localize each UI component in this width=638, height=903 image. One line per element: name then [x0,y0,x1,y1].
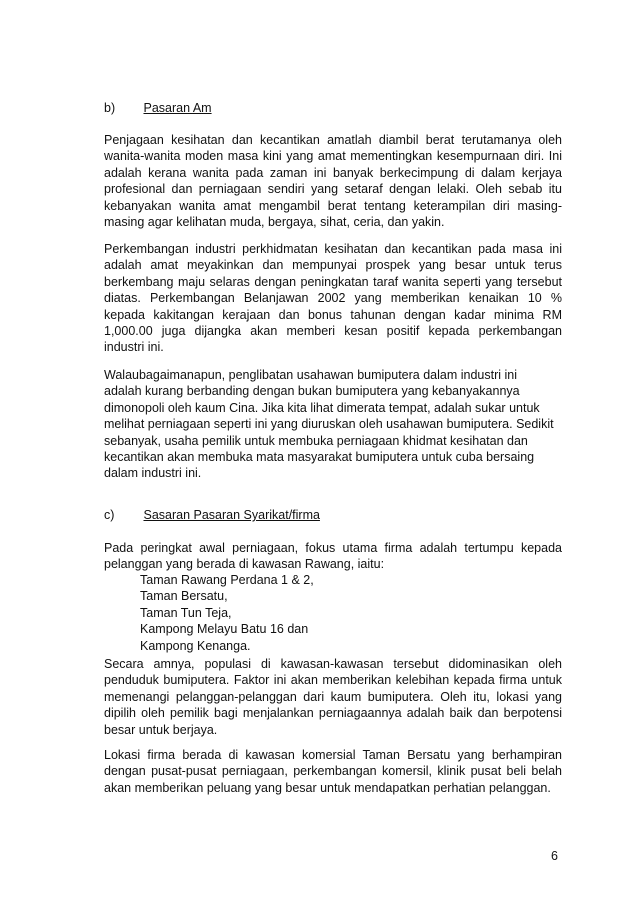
text-line: penduduk bumiputera. Faktor ini akan memberikan kelebihan kepada firma untuk [104,673,562,688]
text-line: akan memberikan peluang yang besar untuk mendapatkan perhatian pelanggan. [104,780,551,795]
paragraph-sasaran-intro [104,540,562,573]
text-line: adalah amat meyakinkan dan mempunyai prospek yang besar untuk terus [104,258,562,273]
text-line: profesional dan perniagaan sendiri yang setaraf dengan lelaki. Oleh sebab itu [104,182,562,197]
text-line: Pada peringkat awal perniagaan, fokus utama firma adalah tertumpu kepada [104,541,562,555]
text-line: melihat perniagaan seperti ini yang diuruskan oleh usahawan bumiputera. Sedikit [104,417,554,432]
section-c-number: c) [104,508,115,522]
text-line: adalah kurang berbanding dengan bukan bumiputera yang kebanyakannya [104,384,520,399]
page-number: 6 [551,849,558,863]
text-line: adalah kerana wanita pada zaman ini banyak berkecimpung di dalam kerjaya [104,165,562,180]
text-line: Walaubagaimanapun, penglibatan usahawan bumiputera dalam industri ini [104,368,518,382]
text-line: dimonopoli oleh kaum Cina. Jika kita lihat dimerata tempat, adalah sukar untuk [104,400,540,415]
text-line: wanita-wanita moden masa kini yang amat mementingkan kesempurnaan diri. Ini [104,149,562,164]
text-line: sebanyak, usaha pemilik untuk membuka perniagaan khidmat kesihatan dan [104,433,528,448]
paragraph-populasi [104,656,562,738]
paragraph-penglibatan [104,367,562,482]
section-b-number: b) [104,101,116,115]
text-line: dengan pusat-pusat perniagaan, perkembangan komersil, klinik pusat beli belah [104,764,562,779]
text-line: Penjagaan kesihatan dan kecantikan amatlah diambil berat terutamanya oleh [104,133,562,147]
list-item: Kampong Melayu Batu 16 dan [140,622,309,637]
area-list [140,572,314,654]
text-line: kebanyakan wanita amat mengambil berat tentang keterampilan diri masing- [104,198,562,213]
text-line: diatas. Perkembangan Belanjawan 2002 yang memberikan kenaikan 10 % [104,291,562,306]
list-item: Taman Tun Teja, [140,605,232,620]
list-item: Taman Rawang Perdana 1 & 2, [140,573,314,587]
text-line: dalam industri ini. [104,466,202,481]
list-item: Taman Bersatu, [140,589,228,604]
text-line: besar untuk berjaya. [104,722,218,737]
text-line: dipilih oleh pemilik bagi menjalankan perniagaannya adalah baik dan berpotensi [104,706,562,721]
section-b-title: Pasaran Am [143,101,212,115]
list-item: Kampong Kenanga. [140,638,251,653]
text-line: Perkembangan industri perkhidmatan kesihatan dan kecantikan pada masa ini [104,242,562,256]
section-c-title: Sasaran Pasaran Syarikat/firma [143,508,320,522]
text-line: masing agar kelihatan muda, bergaya, sihat, ceria, dan yakin. [104,214,445,229]
text-line: industri ini. [104,340,164,355]
paragraph-kesihatan [104,132,562,230]
text-line: berkembang maju selaras dengan peningkatan taraf wanita seperti yang tersebut [104,274,562,289]
paragraph-lokasi [104,747,562,796]
text-line: pelanggan yang berada di kawasan Rawang, iaitu: [104,557,385,572]
text-line: Secara amnya, populasi di kawasan-kawasan tersebut didominasikan oleh [104,657,562,671]
paragraph-perkembangan [104,241,562,356]
text-line: memenangi pelanggan-pelanggan dari kaum bumiputera. Oleh itu, lokasi yang [104,689,562,704]
section-b-heading [104,100,212,117]
text-line: 1,000.00 juga dijangka akan memberi kesan positif kepada perkembangan [104,323,562,338]
text-line: kecantikan akan membuka mata masyarakat bumiputera untuk cuba bersaing [104,449,535,464]
text-line: Lokasi firma berada di kawasan komersial Taman Bersatu yang berhampiran [104,748,562,762]
section-c-heading [104,507,320,524]
text-line: kepada kakitangan kerajaan dan bonus tahunan dengan kadar minima RM [104,307,562,322]
